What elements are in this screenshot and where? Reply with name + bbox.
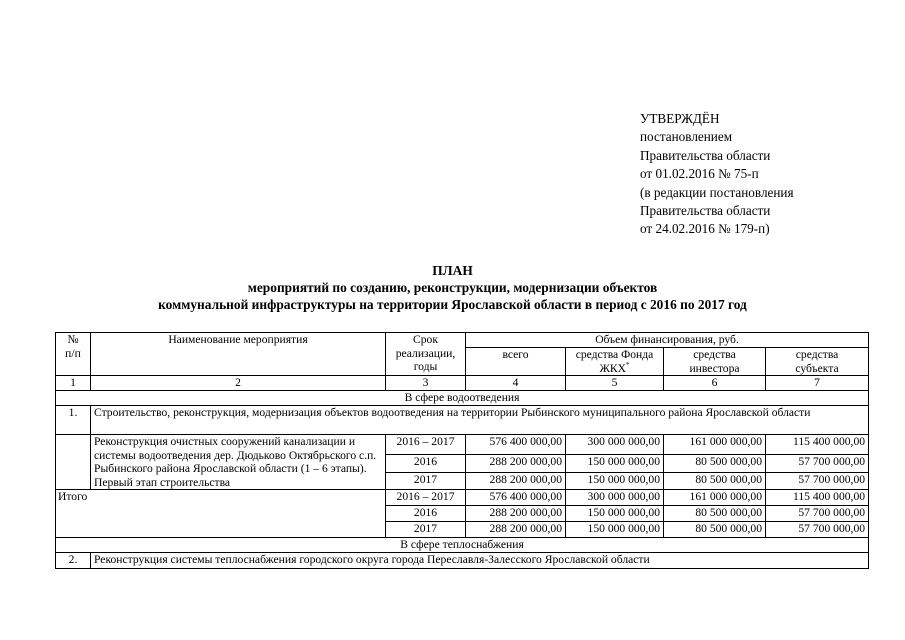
header-num: № п/п xyxy=(56,333,91,376)
footnote-mark: * xyxy=(626,360,630,369)
header-fund: средства Фонда ЖКХ* xyxy=(566,348,664,376)
approval-line: от 24.02.2016 № 179-п) xyxy=(640,221,770,237)
approval-stamp xyxy=(640,110,794,239)
item-title: Строительство, реконструкция, модернизация объектов водоотведения на территории Рыбинского муниципального района Ярославской области xyxy=(91,406,869,435)
item-title: Реконструкция системы теплоснабжения городского округа города Переславля-Залесского Ярославской области xyxy=(91,553,869,569)
table-row xyxy=(56,406,869,435)
approval-line: Правительства области xyxy=(640,203,771,219)
total-row: 2016 288 200 000,00 150 000 000,00 80 500 000,00 57 700 000,00 xyxy=(56,506,869,522)
approval-line: (в редакции постановления xyxy=(640,184,794,200)
item-number: 1. xyxy=(56,406,91,435)
document-title xyxy=(0,262,905,313)
section-heading: В сфере теплоснабжения xyxy=(56,538,869,553)
header-investor: средства инвестора xyxy=(664,348,766,376)
total-row: 2017 288 200 000,00 150 000 000,00 80 500 000,00 57 700 000,00 xyxy=(56,522,869,538)
total-row: Итого 2016 – 2017 576 400 000,00 300 000 000,00 161 000 000,00 115 400 000,00 xyxy=(56,490,869,506)
approval-line: УТВЕРЖДЁН xyxy=(640,111,720,126)
approval-line: постановлением xyxy=(640,129,733,145)
column-number-row: 1 2 3 4 5 6 7 xyxy=(56,376,869,391)
table-row: Реконструкция очистных сооружений канализации и системы водоотведения дер. Дюдьково Октябрьского с.п. Рыбинского района Ярославской области (1 – 6 этапы). Первый этап строительства 2016 – 2017 576 400 000,00 300 000 000,00 161 000 000,00 115 400 000,00 xyxy=(56,435,869,455)
header-name: Наименование мероприятия xyxy=(91,333,386,376)
title-line: коммунальной инфраструктуры на территории Ярославской области в период с 2016 по 2017 год xyxy=(158,297,747,312)
header-finance: Объем финансирования, руб. xyxy=(466,333,869,348)
table-row xyxy=(56,553,869,569)
plan-table xyxy=(55,332,869,569)
item-number: 2. xyxy=(56,553,91,569)
header-subject: средства субъекта xyxy=(766,348,869,376)
subitem-title: Реконструкция очистных сооружений канализации и системы водоотведения дер. Дюдьково Октябрьского с.п. Рыбинского района Ярославской области (1 – 6 этапы). Первый этап строительства xyxy=(91,435,386,490)
approval-line: от 01.02.2016 № 75-п xyxy=(640,166,759,182)
header-total: всего xyxy=(466,348,566,376)
table-row: 2016 288 200 000,00 150 000 000,00 80 500 000,00 57 700 000,00 xyxy=(56,455,869,472)
table-row: 2017 288 200 000,00 150 000 000,00 80 500 000,00 57 700 000,00 xyxy=(56,472,869,489)
title-line: ПЛАН xyxy=(432,263,473,278)
total-label: Итого xyxy=(56,490,386,538)
empty-cell xyxy=(56,435,91,490)
title-line: мероприятий по созданию, реконструкции, модернизации объектов xyxy=(247,280,658,295)
header-term: Срок реализации, годы xyxy=(386,333,466,376)
section-heading: В сфере водоотведения xyxy=(56,391,869,406)
approval-line: Правительства области xyxy=(640,147,771,163)
